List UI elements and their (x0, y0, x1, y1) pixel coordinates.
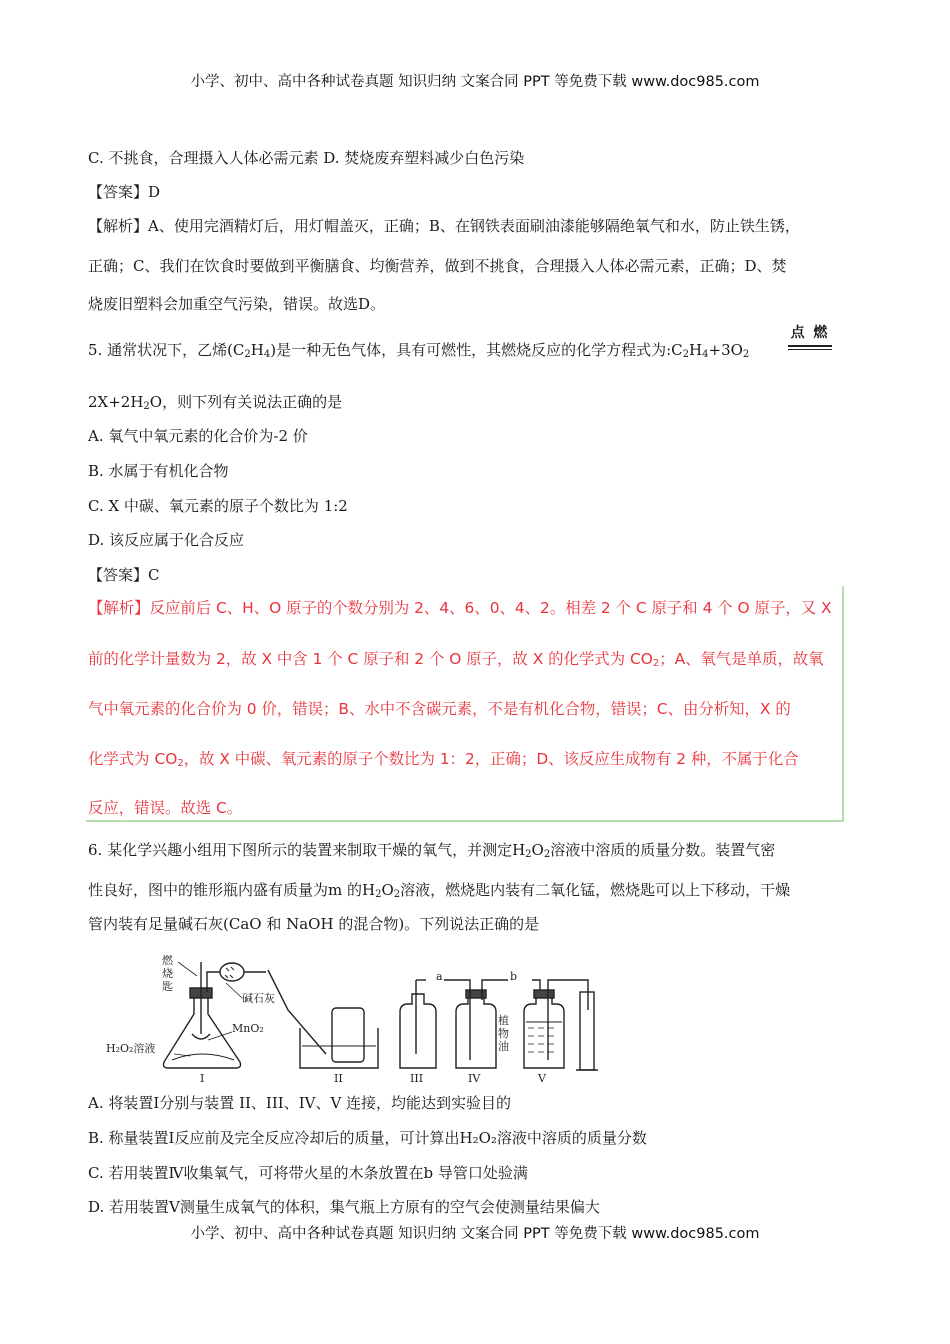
q6-option-c: C. 若用装置Ⅳ收集氧气，可将带火星的木条放置在b 导管口处验满 (88, 1164, 528, 1182)
label-i: I (200, 1072, 205, 1085)
measuring-cylinder (580, 992, 594, 1070)
q4-options-cd: C. 不挑食，合理摄入人体必需元素 D. 焚烧废弃塑料减少白色污染 (88, 149, 525, 167)
label-spoon-1: 燃 (162, 954, 173, 967)
page-footer: 小学、初中、高中各种试卷真题 知识归纳 文案合同 PPT 等免费下载 www.doc985.com (190, 1226, 760, 1242)
label-a: a (436, 970, 443, 983)
label-oil-2: 物 (498, 1027, 509, 1040)
q5-stem-line-2: $2X+2H_2O$，则下列有关说法正确的是 (88, 393, 343, 412)
bottle-iv (456, 994, 496, 1068)
q4-answer: 【答案】D (88, 183, 161, 201)
reaction-condition (788, 322, 832, 350)
q5-analysis-line-4: 化学式为 $CO_2$，故 X 中碳、氧元素的原子个数比为 1：2，正确；D、该反应生成物有 2 种，不属于化合 (88, 750, 799, 769)
apparatus-v (524, 980, 598, 1070)
q5-option-a: A. 氧气中氧元素的化合价为-2 价 (88, 427, 308, 445)
inlet-v (532, 980, 540, 990)
stopper-v (534, 990, 554, 998)
q5-option-b: B. 水属于有机化合物 (88, 462, 229, 480)
label-oil-3: 油 (498, 1040, 509, 1053)
q5-analysis-line-2: 前的化学计量数为 2，故 X 中含 1 个 C 原子和 2 个 O 原子，故 X 的化学式为 $CO_2$；A、氧气是单质，故氧 (88, 650, 824, 669)
q5-stem-line-1: 5. 通常状况下，乙烯$(C_2H_4)$是一种无色气体，具有可燃性，其燃烧反应的化学方程式为$:C_2H_4+3O_2$ (88, 341, 750, 360)
label-b: b (510, 970, 518, 983)
spoon-pointer (178, 962, 197, 976)
q5-analysis-line-1: 【解析】反应前后 C、H、O 原子的个数分别为 2、4、6、0、4、2。相差 2 个 C 原子和 4 个 O 原子，又 X (88, 599, 832, 617)
label-spoon-2: 烧 (162, 967, 173, 980)
apparatus-iii (400, 980, 436, 1068)
label-ii: II (334, 1072, 343, 1085)
apparatus-i (164, 962, 267, 1068)
apparatus-ii (268, 970, 378, 1068)
label-oil-1: 植 (498, 1014, 509, 1027)
q6-stem-line-2: 性良好，图中的锥形瓶内盛有质量为m 的$H_2O_2$溶液，燃烧匙内装有二氧化锰，燃烧匙可以上下移动，干燥 (88, 881, 791, 900)
label-iii: III (410, 1072, 424, 1085)
soda-lime-pointer (226, 983, 242, 998)
q5-analysis-line-3: 气中氧元素的化合价为 0 价，错误；B、水中不含碳元素，不是有机化合物，错误；C、由分析知，X 的 (88, 700, 791, 718)
q5-option-c: C. X 中碳、氧元素的原子个数比为 1:2 (88, 497, 348, 515)
conical-flask (164, 996, 241, 1068)
q5-analysis-line-5: 反应，错误。故选 C。 (88, 799, 243, 817)
page-header: 小学、初中、高中各种试卷真题 知识归纳 文案合同 PPT 等免费下载 www.doc985.com (190, 74, 760, 90)
gas-tube-ii (268, 970, 326, 1054)
bottle-iii (400, 994, 436, 1068)
label-spoon-3: 匙 (162, 980, 173, 993)
spoon-cup (192, 1034, 210, 1039)
apparatus-figure (106, 950, 630, 1085)
q6-option-d: D. 若用装置Ⅴ测量生成氧气的体积，集气瓶上方原有的空气会使测量结果偏大 (88, 1198, 600, 1216)
label-v: V (538, 1072, 546, 1085)
q5-answer: 【答案】C (88, 566, 160, 584)
label-mno2: MnO₂ (232, 1022, 264, 1035)
reaction-arrow-bar-2 (788, 349, 832, 350)
q5-option-d: D. 该反应属于化合反应 (88, 531, 245, 549)
q4-analysis-line-1: 【解析】A、使用完酒精灯后，用灯帽盖灭，正确；B、在钢铁表面刷油漆能够隔绝氧气和水，防止铁生锈， (88, 217, 800, 235)
q6-stem-line-3: 管内装有足量碱石灰(CaO 和 NaOH 的混合物)。下列说法正确的是 (88, 915, 540, 933)
reaction-arrow-bar (788, 345, 832, 347)
q4-analysis-line-2: 正确；C、我们在饮食时要做到平衡膳食、均衡营养，做到不挑食，合理摄入人体必需元素，正确；D、焚 (88, 257, 787, 275)
label-h2o2-solution: H₂O₂溶液 (106, 1042, 156, 1055)
q6-option-a: A. 将装置Ⅰ分别与装置 II、III、IV、V 连接，均能达到实验目的 (88, 1094, 512, 1112)
stopper-iv (466, 990, 486, 998)
label-soda-lime: 碱石灰 (242, 992, 275, 1005)
q6-stem-line-1: 6. 某化学兴趣小组用下图所示的装置来制取干燥的氧气，并测定$H_2O_2$溶液中溶质的质量分数。装置气密 (88, 841, 776, 860)
bottle-v (524, 994, 564, 1068)
q6-option-b: B. 称量装置Ⅰ反应前及完全反应冷却后的质量，可计算出H₂O₂溶液中溶质的质量分数 (88, 1129, 647, 1147)
drying-tube-bulb (220, 963, 244, 981)
water-hatch (528, 1028, 554, 1052)
inverted-bottle (332, 1008, 364, 1062)
label-iv: IV (468, 1072, 481, 1085)
reaction-condition-text: 点 燃 (790, 325, 830, 341)
q4-analysis-line-3: 烧废旧塑料会加重空气污染，错误。故选D。 (88, 295, 386, 313)
